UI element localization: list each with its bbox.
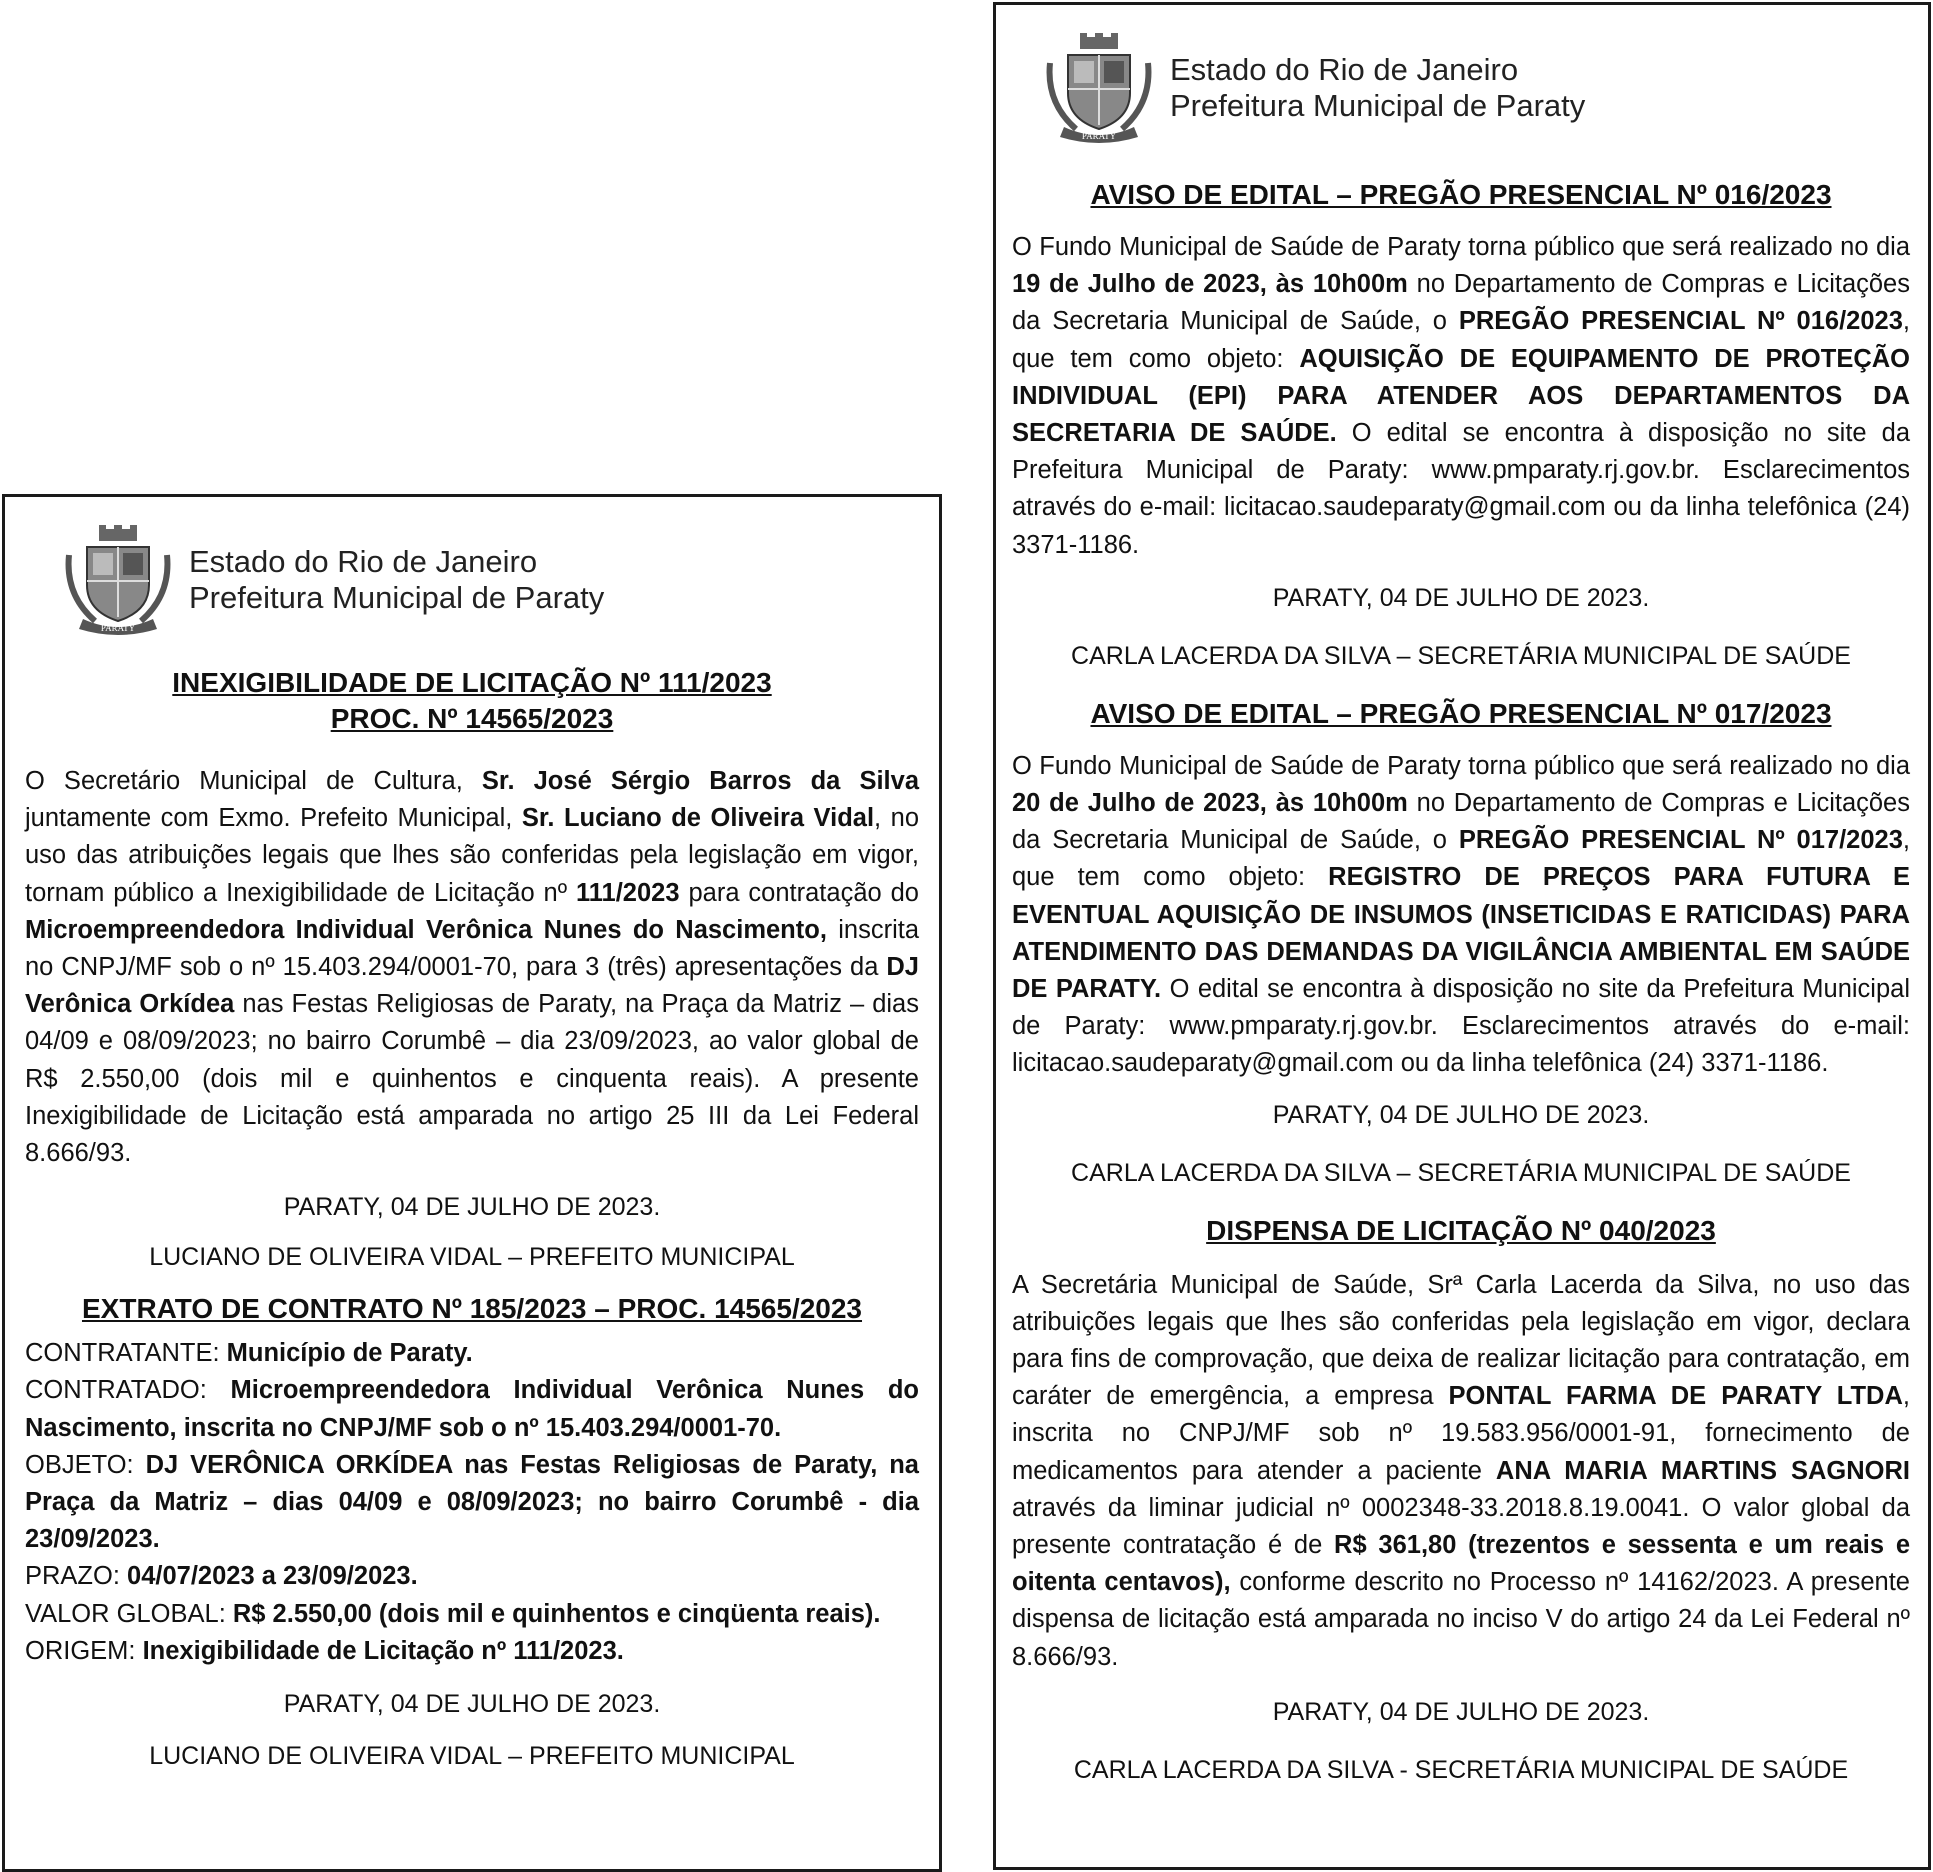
section-date: PARATY, 04 DE JULHO DE 2023. bbox=[1272, 583, 1650, 612]
section-date: PARATY, 04 DE JULHO DE 2023. bbox=[1272, 1100, 1650, 1129]
section-body: A Secretária Municipal de Saúde, Srª Carla Lacerda da Silva, no uso das atribuições legais que lhes são conferidas pela legislação em vigor, declara para fins de comprovação, que deixa de realizar licitação para contratação, em caráter de emergência, a empresa PONTAL FARMA DE PARATY LTDA, inscrita no CNPJ/MF sob nº 19.583.956/0001-91, fornecimento de medicamentos para atender a paciente ANA MARIA MARTINS SAGNORI através da liminar judicial nº 0002348-33.2018.8.19.0041. O valor global da presente contratação é de R$ 361,80 (trezentos e sessenta e um reais e oitenta centavos), conforme descrito no Processo nº 14162/2023. A presente dispensa de licitação está amparada no inciso V do artigo 24 da Lei Federal nº 8.666/93. bbox=[1012, 1270, 1910, 1671]
header-prefecture: Prefeitura Municipal de Paraty bbox=[189, 580, 605, 615]
section-date: PARATY, 04 DE JULHO DE 2023. bbox=[1272, 1697, 1650, 1726]
objeto-field: OBJETO: DJ VERÔNICA ORKÍDEA nas Festas Religiosas de Paraty, na Praça da Matriz – dias 04/09 e 08/09/2023; no bairro Corumbê - dia 23/09/2023. bbox=[25, 1450, 919, 1554]
extrato-section bbox=[25, 1291, 919, 1774]
section-date: PARATY, 04 DE JULHO DE 2023. bbox=[283, 1690, 661, 1719]
section-date: PARATY, 04 DE JULHO DE 2023. bbox=[283, 1193, 661, 1222]
contratante-field: CONTRATANTE: Município de Paraty. bbox=[25, 1339, 473, 1368]
section-body: O Fundo Municipal de Saúde de Paraty torna público que será realizado no dia 19 de Julho de 2023, às 10h00m no Departamento de Compras e Licitações da Secretaria Municipal de Saúde, o PREGÃO PRESENCIAL Nº 016/2023, que tem como objeto: AQUISIÇÃO DE EQUIPAMENTO DE PROTEÇÃO INDIVIDUAL (EPI) PARA ATENDER AOS DEPARTAMENTOS DA SECRETARIA DE SAÚDE. O edital se encontra à disposição no site da Prefeitura Municipal de Paraty: www.pmparaty.rj.gov.br. Esclarecimentos através do e-mail: licitacao.saudeparaty@gmail.com ou da linha telefônica (24) 3371-1186. bbox=[1012, 233, 1910, 559]
contratado-field: CONTRATADO: Microempreendedora Individual Verônica Nunes do Nascimento, inscrita no CNPJ/MF sob o nº 15.403.294/0001-70. bbox=[25, 1376, 919, 1442]
section-body: O Secretário Municipal de Cultura, Sr. José Sérgio Barros da Silva juntamente com Exmo. Prefeito Municipal, Sr. Luciano de Oliveira Vidal, no uso das atribuições legais que lhes são conferidas pela legislação em vigor, tornam público a Inexigibilidade de Licitação nº 111/2023 para contratação do Microempreendedora Individual Verônica Nunes do Nascimento, inscrita no CNPJ/MF sob o nº 15.403.294/0001-70, para 3 (três) apresentações da DJ Verônica Orkídea nas Festas Religiosas de Paraty, na Praça da Matriz – dias 04/09 e 08/09/2023; no bairro Corumbê – dia 23/09/2023, ao valor global de R$ 2.550,00 (dois mil e quinhentos e cinquenta reais). A presente Inexigibilidade de Licitação está amparada no artigo 25 III da Lei Federal 8.666/93. bbox=[25, 767, 920, 1168]
section-signature: CARLA LACERDA DA SILVA – SECRETÁRIA MUNICIPAL DE SAÚDE bbox=[1071, 1158, 1851, 1187]
aviso-016-section bbox=[1012, 177, 1910, 674]
section-signature: LUCIANO DE OLIVEIRA VIDAL – PREFEITO MUNICIPAL bbox=[149, 1742, 795, 1771]
section-title: EXTRATO DE CONTRATO Nº 185/2023 – PROC. 14565/2023 bbox=[81, 1293, 863, 1325]
svg-text:PARATY: PARATY bbox=[100, 623, 136, 633]
section-title: AVISO DE EDITAL – PREGÃO PRESENCIAL Nº 017/2023 bbox=[1090, 697, 1832, 729]
left-notice-box bbox=[2, 494, 942, 1872]
header-prefecture: Prefeitura Municipal de Paraty bbox=[1170, 88, 1586, 123]
header-state: Estado do Rio de Janeiro bbox=[1170, 52, 1519, 87]
section-signature: LUCIANO DE OLIVEIRA VIDAL – PREFEITO MUNICIPAL bbox=[149, 1243, 795, 1272]
right-notice-box bbox=[993, 2, 1931, 1870]
section-subtitle: PROC. Nº 14565/2023 bbox=[330, 703, 614, 734]
dispensa-section bbox=[1012, 1213, 1910, 1788]
notice-header bbox=[1046, 33, 1910, 143]
section-signature: CARLA LACERDA DA SILVA – SECRETÁRIA MUNICIPAL DE SAÚDE bbox=[1071, 641, 1851, 670]
origem-field: ORIGEM: Inexigibilidade de Licitação nº 111/2023. bbox=[25, 1636, 624, 1665]
section-signature: CARLA LACERDA DA SILVA - SECRETÁRIA MUNICIPAL DE SAÚDE bbox=[1073, 1755, 1849, 1784]
section-title: INEXIGIBILIDADE DE LICITAÇÃO Nº 111/2023 bbox=[172, 667, 772, 698]
prazo-field: PRAZO: 04/07/2023 a 23/09/2023. bbox=[25, 1562, 418, 1591]
section-title: DISPENSA DE LICITAÇÃO Nº 040/2023 bbox=[1206, 1214, 1716, 1246]
paraty-coat-of-arms-icon bbox=[65, 525, 171, 635]
svg-text:PARATY: PARATY bbox=[1081, 131, 1117, 141]
aviso-017-section bbox=[1012, 696, 1910, 1191]
section-title: AVISO DE EDITAL – PREGÃO PRESENCIAL Nº 016/2023 bbox=[1090, 179, 1832, 210]
valor-field: VALOR GLOBAL: R$ 2.550,00 (dois mil e quinhentos e cinqüenta reais). bbox=[25, 1599, 881, 1628]
section-body: O Fundo Municipal de Saúde de Paraty torna público que será realizado no dia 20 de Julho de 2023, às 10h00m no Departamento de Compras e Licitações da Secretaria Municipal de Saúde, o PREGÃO PRESENCIAL Nº 017/2023, que tem como objeto: REGISTRO DE PREÇOS PARA FUTURA E EVENTUAL AQUISIÇÃO DE INSUMOS (INSETICIDAS E RATICIDAS) PARA ATENDIMENTO DAS DEMANDAS DA VIGILÂNCIA AMBIENTAL EM SAÚDE DE PARATY. O edital se encontra à disposição no site da Prefeitura Municipal de Paraty: www.pmparaty.rj.gov.br. Esclarecimentos através do e-mail: licitacao.saudeparaty@gmail.com ou da linha telefônica (24) 3371-1186. bbox=[1012, 751, 1910, 1078]
paraty-coat-of-arms-icon bbox=[1046, 33, 1152, 143]
notice-header bbox=[65, 525, 919, 635]
inexigibilidade-section bbox=[25, 665, 919, 1275]
header-state: Estado do Rio de Janeiro bbox=[189, 544, 538, 579]
